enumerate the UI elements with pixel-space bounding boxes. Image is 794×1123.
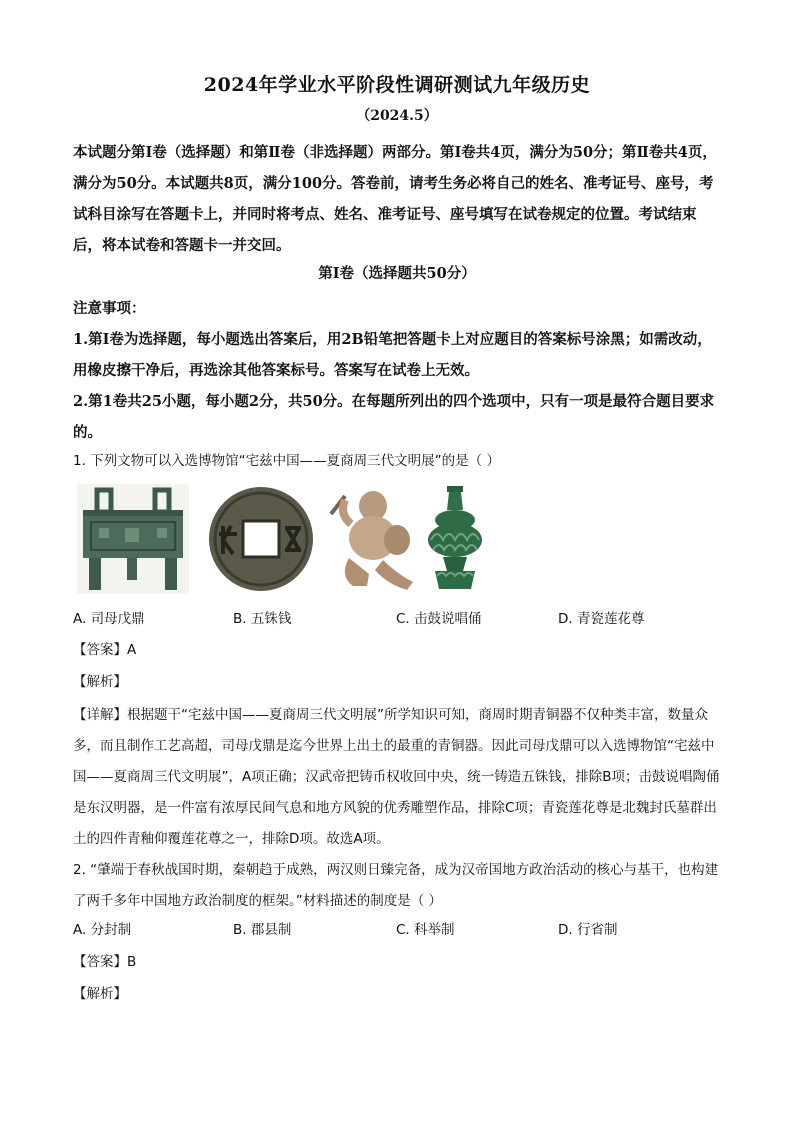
section-title: 第Ⅰ卷（选择题共50分）	[318, 265, 476, 282]
intro-paragraph: 本试题分第Ⅰ卷（选择题）和第Ⅱ卷（非选择题）两部分。第Ⅰ卷共4页，满分为50分；第Ⅱ卷共4页，满分为50分。本试题共8页，满分100分。答卷前，请考生务必将自己的姓名、准考证号、座号，考试科目涂写在答题卡上，并同时将考点、姓名、准考证号、座号填写在试卷规定的位置。考试结束后，将本试卷和答题卡一并交回。	[73, 144, 717, 254]
question-1-images	[73, 484, 493, 596]
notice-heading: 注意事项：	[73, 300, 146, 317]
option-b: B. 五铢钱	[233, 611, 292, 627]
question-1-options	[73, 607, 721, 635]
option-d: D. 行省制	[558, 922, 618, 938]
notice-item-2: 2.第1卷共25小题，每小题2分，共50分。在每题所列出的四个选项中，只有一项是最符合题目要求的。	[73, 393, 715, 441]
option-d: D. 青瓷莲花尊	[558, 611, 645, 627]
option-a: A. 分封制	[73, 922, 132, 938]
question-1-stem: 1. 下列文物可以入选博物馆“宅兹中国——夏商周三代文明展”的是（ ）	[73, 453, 500, 469]
question-1-analysis-label: 【解析】	[73, 674, 127, 690]
option-a: A. 司母戊鼎	[73, 611, 145, 627]
celadon-lotus-zun-icon	[425, 484, 485, 594]
option-c: C. 科举制	[396, 922, 455, 938]
question-1-answer: 【答案】A	[73, 642, 137, 658]
exam-date: （2024.5）	[356, 108, 438, 124]
question-2-answer: 【答案】B	[73, 954, 137, 970]
drum-storyteller-figurine-icon	[323, 484, 423, 594]
bronze-ding-icon	[77, 484, 189, 594]
option-c: C. 击鼓说唱俑	[396, 611, 482, 627]
question-2-analysis-label: 【解析】	[73, 986, 127, 1002]
wuzhu-coin-icon	[205, 484, 317, 594]
notice-item-1: 1.第Ⅰ卷为选择题，每小题选出答案后，用2B铅笔把答题卡上对应题目的答案标号涂黑；如需改动，用橡皮擦干净后，再选涂其他答案标号。答案写在试卷上无效。	[73, 331, 712, 379]
option-b: B. 郡县制	[233, 922, 292, 938]
question-2-options	[73, 918, 721, 946]
question-1-detail: 【详解】根据题干“宅兹中国——夏商周三代文明展”所学知识可知，商周时期青铜器不仅种类丰富，数量众多，而且制作工艺高超，司母戊鼎是迄今世界上出土的最重的青铜器。因此司母戊鼎可以入选博物馆“宅兹中国——夏商周三代文明展”，A项正确；汉武帝把铸币权收回中央，统一铸造五铢钱，排除B项；击鼓说唱陶俑是东汉明器，是一件富有浓厚民间气息和地方风貌的优秀雕塑作品，排除C项；青瓷莲花尊是北魏封氏墓群出土的四件青釉仰覆莲花尊之一，排除D项。故选A项。	[73, 707, 720, 847]
page-title: 2024年学业水平阶段性调研测试九年级历史	[203, 74, 591, 96]
question-2-stem: 2. “肇端于春秋战国时期，秦朝趋于成熟，两汉则日臻完备，成为汉帝国地方政治活动的核心与基干，也构建了两千多年中国地方政治制度的框架。”材料描述的制度是（ ）	[73, 862, 719, 909]
